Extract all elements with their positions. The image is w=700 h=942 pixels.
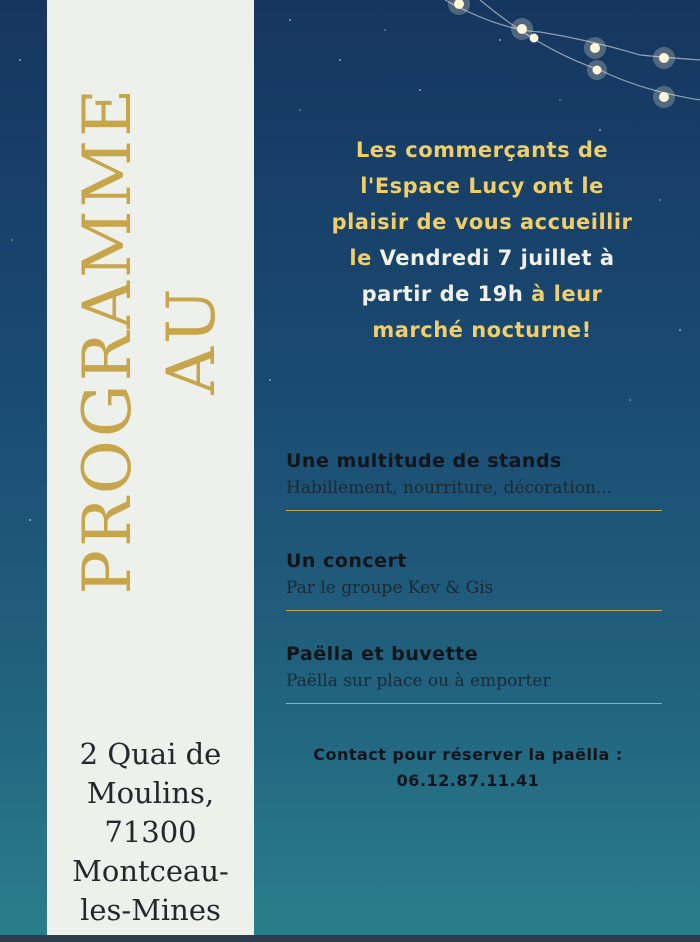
contact-label: Contact pour réserver la paëlla :	[313, 745, 623, 764]
program-item-title: Paëlla et buvette	[286, 643, 479, 665]
intro-line: Les commerçants de	[355, 138, 609, 162]
title-programme: PROGRAMME	[69, 85, 146, 595]
program-item-title: Une multitude de stands	[286, 450, 562, 472]
contact-phone[interactable]: 06.12.87.11.41	[396, 771, 540, 790]
divider	[286, 610, 662, 611]
program-item-title: Un concert	[286, 550, 408, 572]
program-item-desc: Habillement, nourriture, décoration...	[286, 478, 613, 498]
vertical-title	[66, 86, 234, 595]
intro-time: partir de 19h	[361, 282, 532, 306]
divider	[286, 510, 662, 511]
address-line: les-Mines	[80, 893, 221, 927]
intro-text	[278, 132, 686, 348]
intro-part: le	[349, 246, 380, 270]
address-line: Montceau-	[72, 854, 229, 888]
string-lights-icon	[445, 0, 700, 108]
program-item-concert	[286, 550, 662, 611]
intro-line: marché nocturne!	[372, 318, 592, 342]
contact-block	[278, 742, 658, 794]
intro-line: l'Espace Lucy ont le	[360, 174, 604, 198]
program-item-desc: Paëlla sur place ou à emporter	[286, 671, 551, 691]
address	[47, 735, 254, 930]
intro-date: Vendredi 7 juillet à	[379, 246, 615, 270]
program-item-stands	[286, 450, 662, 511]
program-item-paella	[286, 643, 662, 704]
intro-line	[278, 240, 686, 276]
address-line: 71300	[104, 815, 197, 849]
title-au: AU	[153, 285, 230, 395]
program-item-desc: Par le groupe Kev & Gis	[286, 578, 494, 598]
address-line: 2 Quai de	[79, 737, 222, 771]
intro-line	[278, 276, 686, 312]
address-line: Moulins,	[86, 776, 215, 810]
bottom-bar	[0, 935, 700, 942]
divider	[286, 703, 662, 704]
intro-line: plaisir de vous accueillir	[331, 210, 633, 234]
intro-part: à leur	[531, 282, 603, 306]
